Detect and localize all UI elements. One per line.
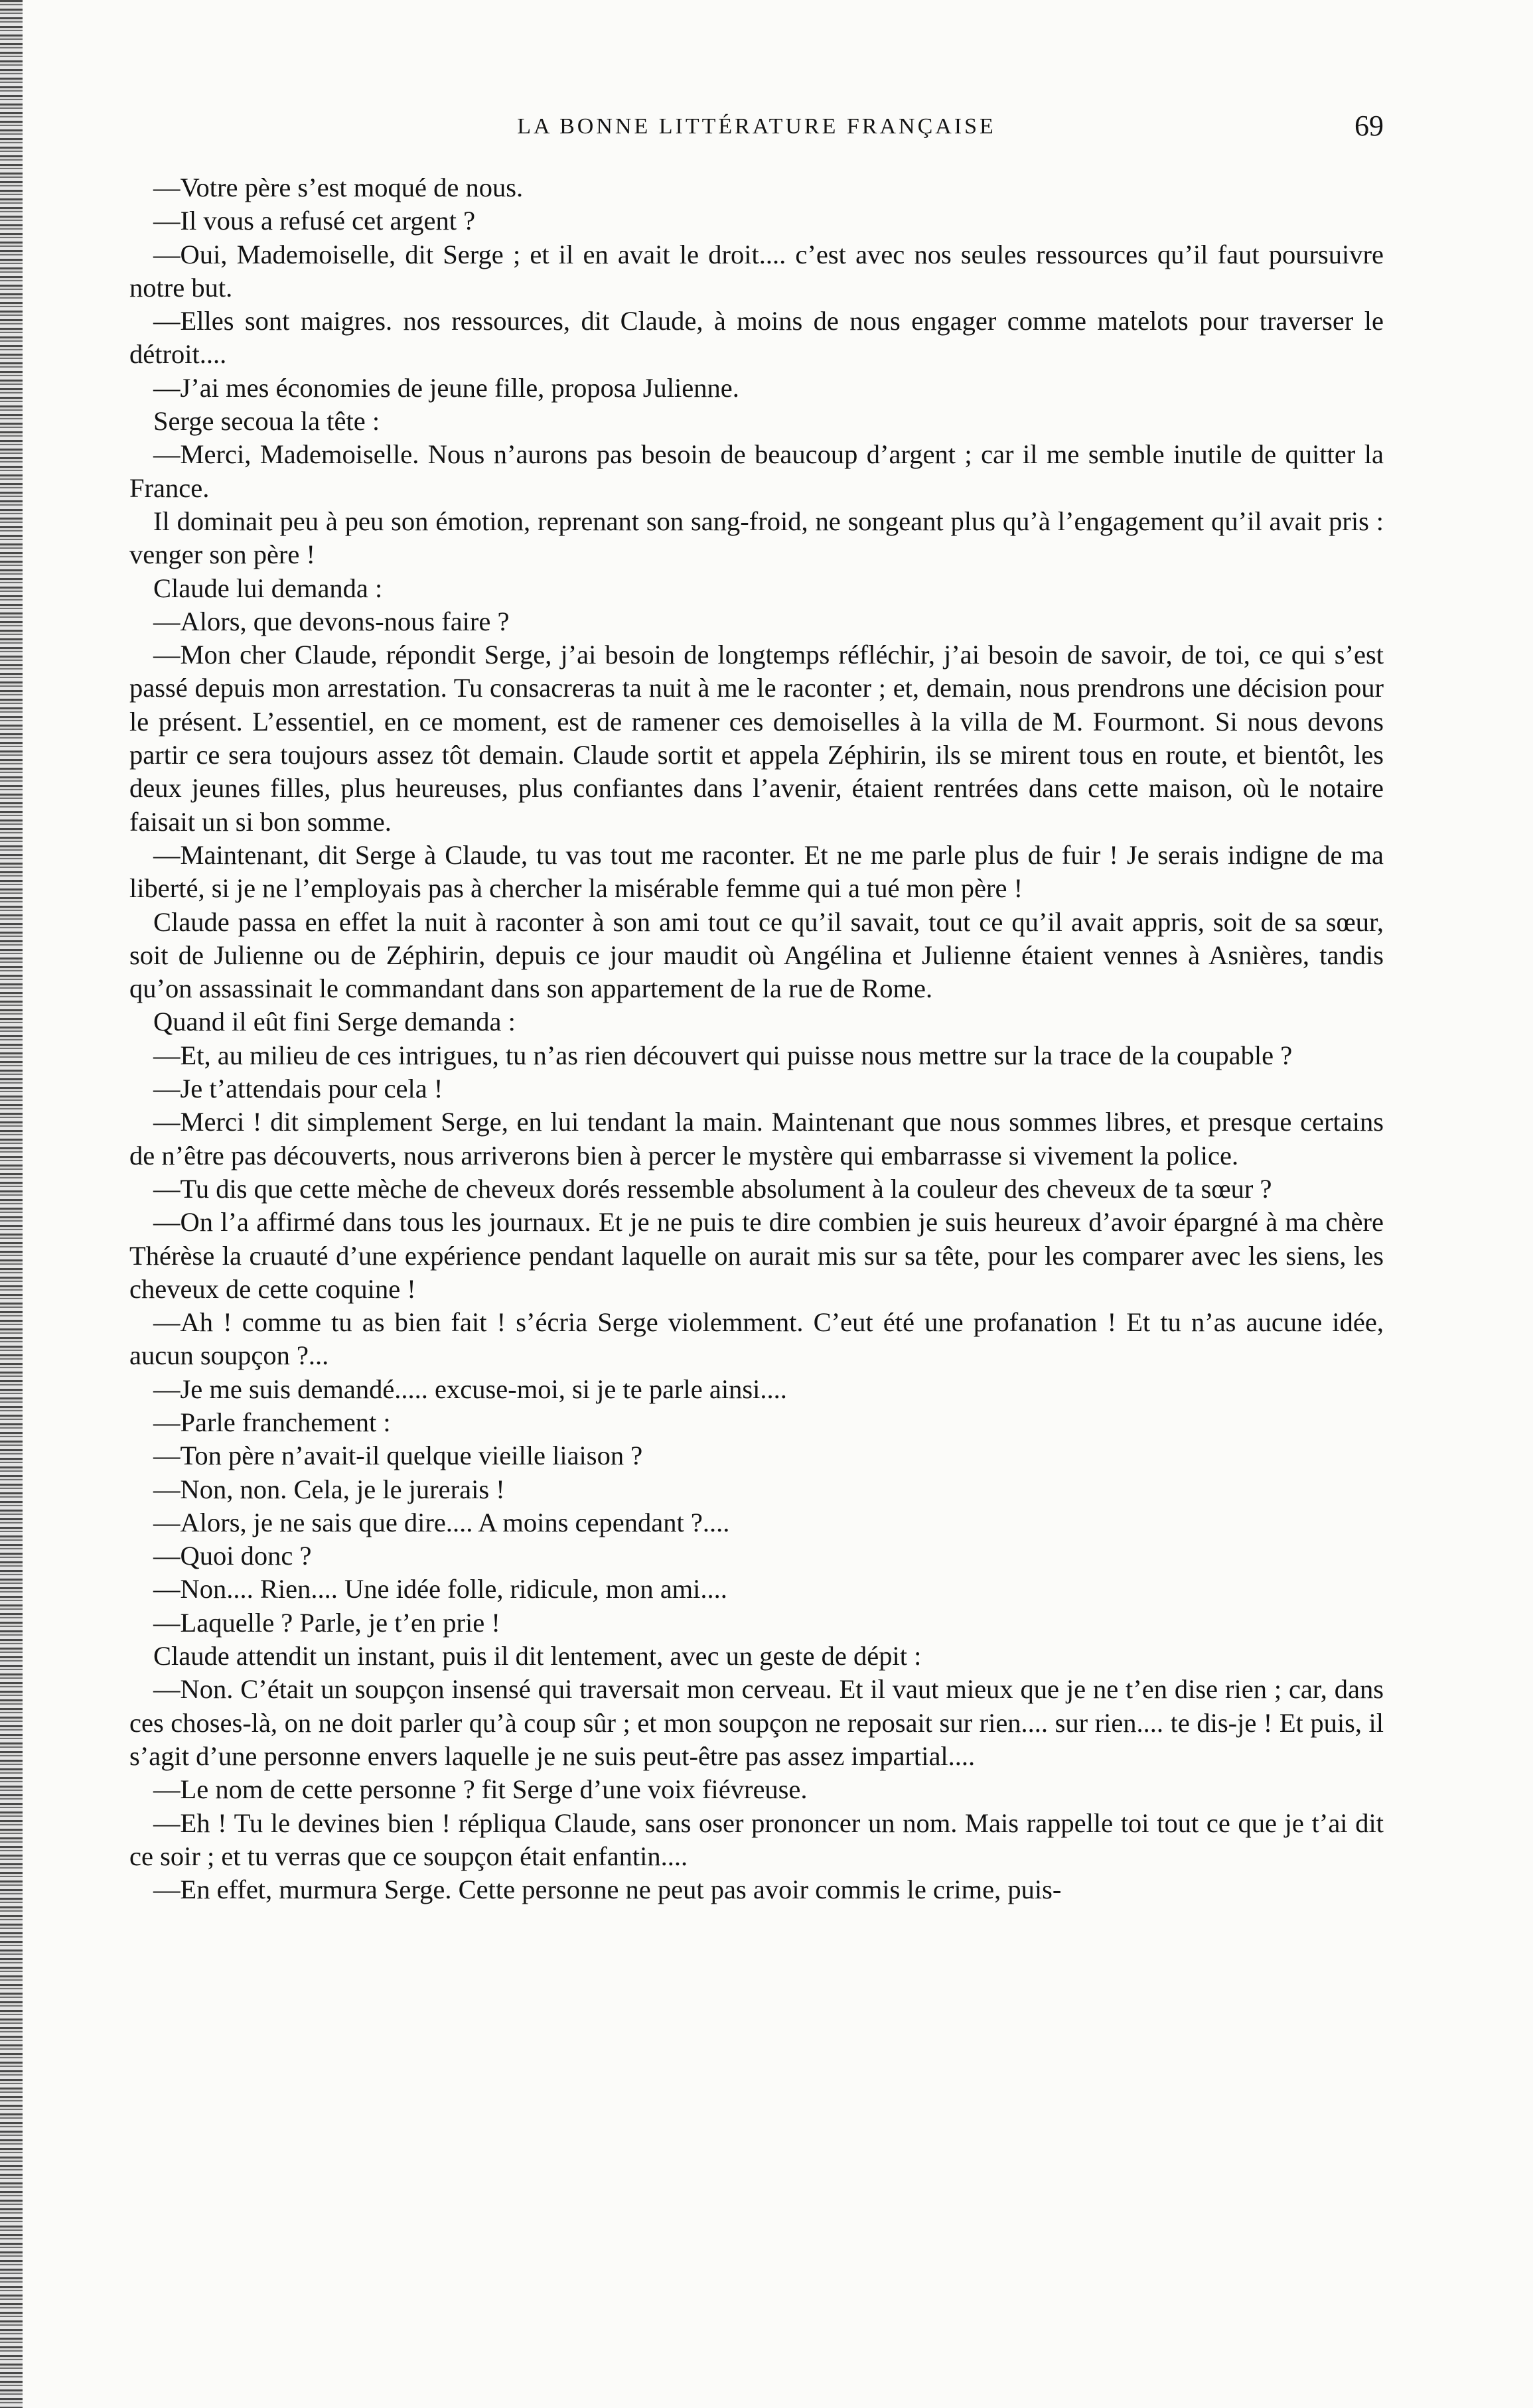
body-text — [129, 171, 1384, 1906]
paragraph: —En effet, murmura Serge. Cette personne ne peut pas avoir commis le crime, puis- — [153, 1875, 1062, 1905]
paragraph: —Maintenant, dit Serge à Claude, tu vas tout me raconter. Et ne me parle plus de fuir ! Je serais indigne de ma liberté, si je ne l’employais pas à chercher la misérable femme qui a tué mon père ! — [129, 839, 1384, 904]
paragraph: —Le nom de cette personne ? fit Serge d’une voix fiévreuse. — [153, 1774, 808, 1805]
paragraph: —Alors, que devons-nous faire ? — [153, 606, 510, 636]
paragraph: Claude passa en effet la nuit à raconter à son ami tout ce qu’il savait, tout ce qu’il avait appris, soit de sa sœur, soit de Julienne ou de Zéphirin, depuis ce jour maudit où Angélina et Julienne étaient vennes à Asnières, tandis qu’on assassinait le commandant dans son appartement de la rue de Rome. — [129, 906, 1384, 1004]
page-header — [129, 109, 1384, 149]
paragraph: —Elles sont maigres. nos ressources, dit Claude, à moins de nous engager comme matelots pour traverser le détroit.... — [129, 306, 1384, 370]
paragraph: Claude attendit un instant, puis il dit lentement, avec un geste de dépit : — [153, 1641, 922, 1671]
paragraph: —Ah ! comme tu as bien fait ! s’écria Serge violemment. C’eut été une profanation ! Et tu n’as aucune idée, aucun soupçon ?... — [129, 1307, 1384, 1371]
paragraph: —Eh ! Tu le devines bien ! répliqua Claude, sans oser prononcer un nom. Mais rappelle toi tout ce que je t’ai dit ce soir ; et tu verras que ce soupçon était enfantin.... — [129, 1807, 1384, 1871]
paragraph: —J’ai mes économies de jeune fille, proposa Julienne. — [153, 372, 739, 403]
page-number: 69 — [1354, 109, 1384, 142]
paragraph: —Laquelle ? Parle, je t’en prie ! — [153, 1607, 500, 1638]
paragraph: —Votre père s’est moqué de nous. — [153, 173, 524, 202]
paragraph: —Ton père n’avait-il quelque vieille liaison ? — [153, 1441, 643, 1471]
paragraph: Il dominait peu à peu son émotion, reprenant son sang-froid, ne songeant plus qu’à l’engagement qu’il avait pris : venger son père ! — [129, 506, 1384, 570]
paragraph: —Il vous a refusé cet argent ? — [153, 206, 476, 236]
paragraph: —Non. C’était un soupçon insensé qui traversait mon cerveau. Et il vaut mieux que je ne t’en dise rien ; car, dans ces choses-là, on ne doit parler qu’à coup sûr ; et mon soupçon ne reposait sur rien.... sur rien.... te dis-je ! Et puis, il s’agit d’une personne envers laquelle je ne suis peut-être pas assez impartial.... — [129, 1674, 1384, 1771]
paragraph: —Quoi donc ? — [153, 1541, 312, 1571]
paragraph: —Et, au milieu de ces intrigues, tu n’as rien découvert qui puisse nous mettre sur la trace de la coupable ? — [153, 1040, 1293, 1070]
paragraph: Serge secoua la tête : — [153, 406, 380, 437]
paragraph: —Merci, Mademoiselle. Nous n’aurons pas besoin de beaucoup d’argent ; car il me semble inutile de quitter la France. — [129, 439, 1384, 503]
paragraph: —On l’a affirmé dans tous les journaux. Et je ne puis te dire combien je suis heureux d’avoir épargné à ma chère Thérèse la cruauté d’une expérience pendant laquelle on aurait mis sur sa tête, pour les comparer avec les siens, les cheveux de cette coquine ! — [129, 1207, 1384, 1304]
paragraph: Claude lui demanda : — [153, 573, 383, 603]
paragraph: —Oui, Mademoiselle, dit Serge ; et il en avait le droit.... c’est avec nos seules ressources qu’il faut poursuivre notre but. — [129, 239, 1384, 303]
paragraph: —Tu dis que cette mèche de cheveux dorés ressemble absolument à la couleur des cheveux de ta sœur ? — [153, 1173, 1272, 1204]
book-binding-edge — [0, 0, 23, 2408]
paragraph: —Non, non. Cela, je le jurerais ! — [153, 1474, 505, 1504]
paragraph: —Merci ! dit simplement Serge, en lui tendant la main. Maintenant que nous sommes libres, et presque certains de n’être pas découverts, nous arriverons bien à percer le mystère qui embarrasse si vivement la police. — [129, 1107, 1384, 1170]
paragraph: —Alors, je ne sais que dire.... A moins cependant ?.... — [153, 1507, 730, 1537]
paragraph: —Non.... Rien.... Une idée folle, ridicule, mon ami.... — [153, 1574, 727, 1604]
paragraph: —Je t’attendais pour cela ! — [153, 1074, 443, 1104]
paragraph: —Parle franchement : — [153, 1407, 391, 1437]
paragraph: —Mon cher Claude, répondit Serge, j’ai besoin de longtemps réfléchir, j’ai besoin de savoir, de toi, ce qui s’est passé depuis mon arrestation. Tu consacreras ta nuit à me le raconter ; et, demain, nous prendrons une décision pour le présent. L’essentiel, en ce moment, est de ramener ces demoiselles à la villa de M. Fourmont. Si nous devons partir ce sera toujours assez tôt demain. Claude sortit et appela Zéphirin, ils se mirent tous en route, et bientôt, les deux jeunes filles, plus heureuses, plus confiantes dans l’avenir, étaient rentrées dans cette maison, où le notaire faisait un si bon somme. — [129, 640, 1384, 837]
paragraph: —Je me suis demandé..... excuse-moi, si je te parle ainsi.... — [153, 1374, 787, 1404]
paragraph: Quand il eût fini Serge demanda : — [153, 1007, 516, 1037]
running-title: LA BONNE LITTÉRATURE FRANÇAISE — [517, 114, 996, 139]
